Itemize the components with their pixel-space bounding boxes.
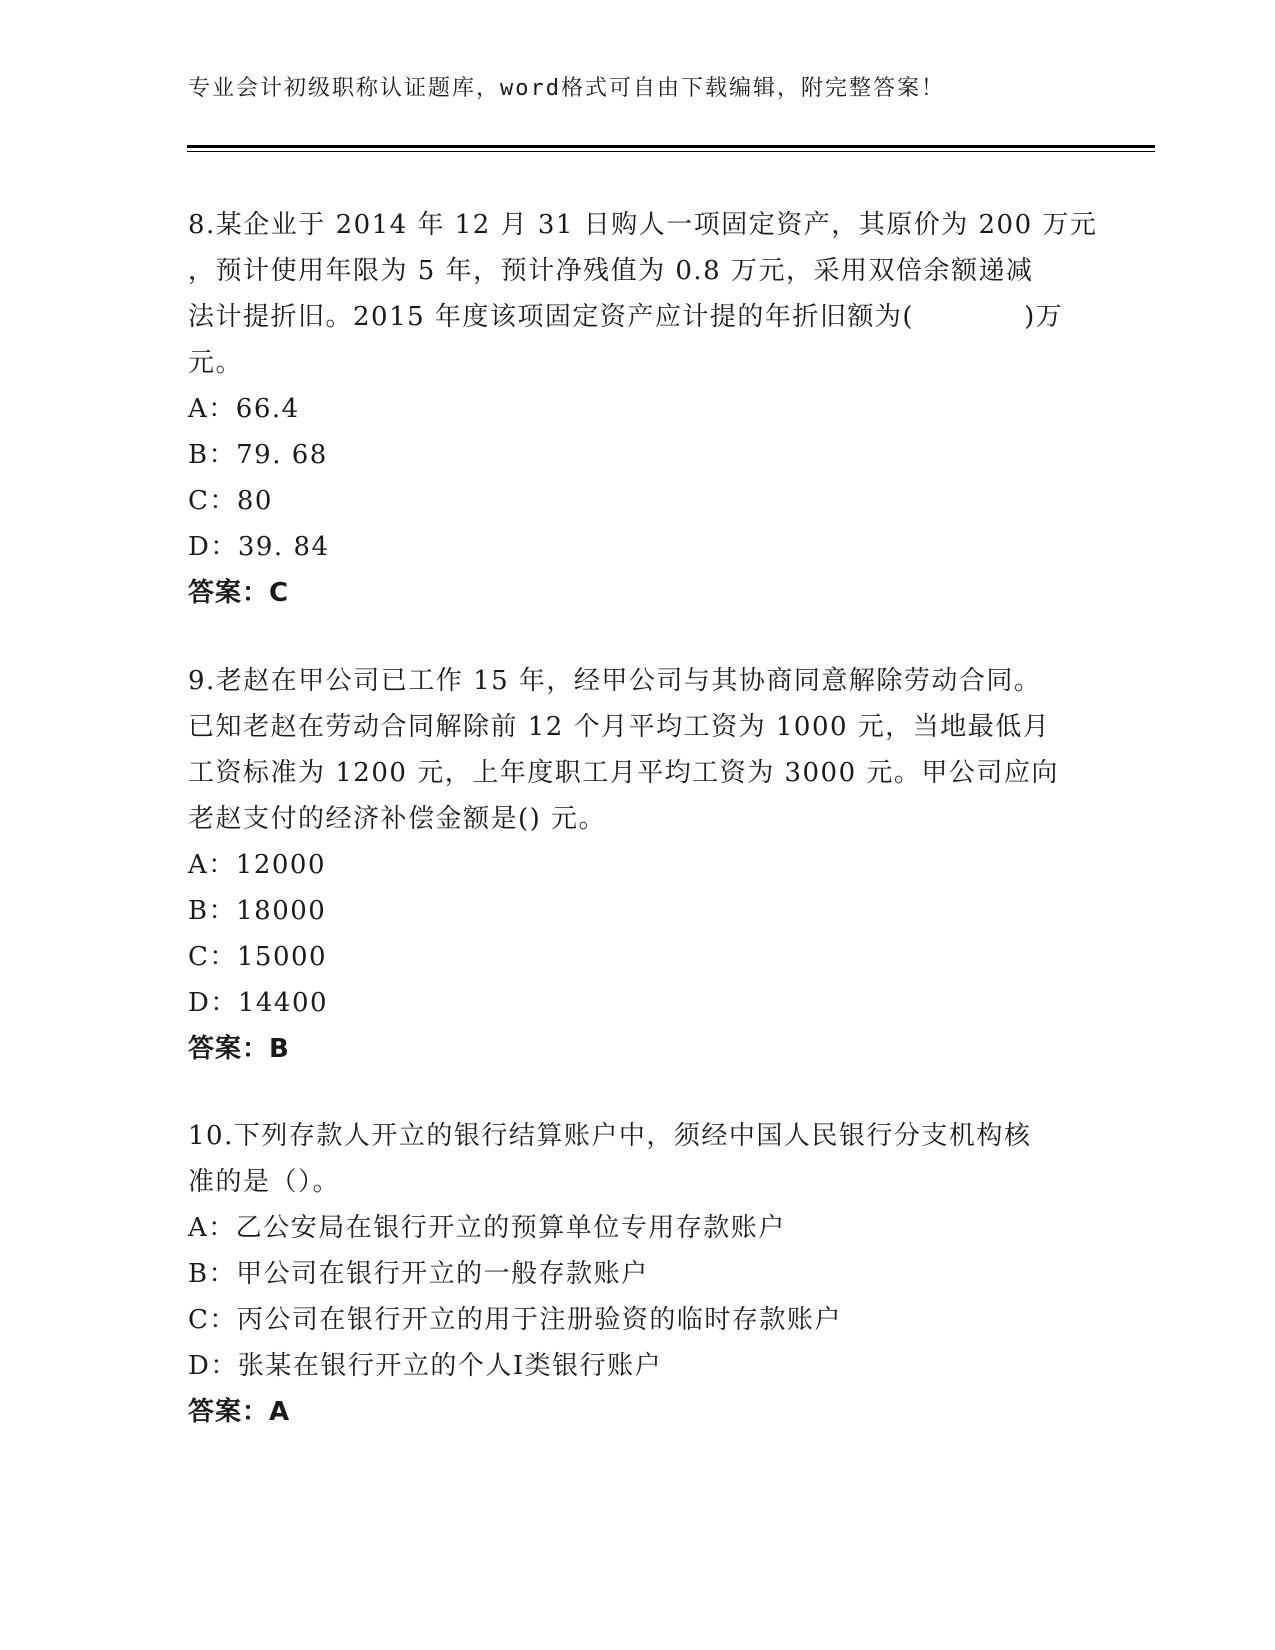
question-stem	[188, 202, 1098, 386]
stem-line: 9.老赵在甲公司已工作 15 年，经甲公司与其协商同意解除劳动合同。	[188, 666, 1042, 696]
option-a: A：乙公安局在银行开立的预算单位专用存款账户	[188, 1213, 786, 1243]
question-stem	[188, 658, 1078, 842]
stem-line: ，预计使用年限为 5 年，预计净残值为 0.8 万元，采用双倍余额递减	[188, 256, 1034, 286]
stem-line: 元。	[188, 348, 244, 378]
option-d: D：39. 84	[188, 532, 330, 562]
option-a: A：12000	[188, 850, 326, 880]
option-a: A：66.4	[188, 394, 300, 424]
question-9	[188, 658, 1078, 1072]
option-b: B：18000	[188, 896, 327, 926]
option-b: B：甲公司在银行开立的一般存款账户	[188, 1259, 649, 1289]
option-b: B：79. 68	[188, 440, 328, 470]
answer: 答案：A	[188, 1397, 291, 1427]
option-c: C：80	[188, 486, 273, 516]
option-d: D：张某在银行开立的个人Ⅰ类银行账户	[188, 1351, 663, 1381]
answer: 答案：C	[188, 578, 290, 608]
answer: 答案：B	[188, 1034, 290, 1064]
question-10	[188, 1113, 1078, 1435]
option-c: C：15000	[188, 942, 328, 972]
header-divider-thin	[187, 151, 1155, 152]
stem-line: 法计提折旧。2015 年度该项固定资产应计提的年折旧额为( )万	[188, 302, 1064, 332]
stem-line: 10.下列存款人开立的银行结算账户中，须经中国人民银行分支机构核	[188, 1121, 1032, 1151]
option-c: C：丙公司在银行开立的用于注册验资的临时存款账户	[188, 1305, 842, 1335]
header-divider	[187, 145, 1155, 148]
option-d: D：14400	[188, 988, 329, 1018]
stem-line: 工资标准为 1200 元，上年度职工月平均工资为 3000 元。甲公司应向	[188, 758, 1059, 788]
question-8	[188, 202, 1098, 616]
stem-line: 已知老赵在劳动合同解除前 12 个月平均工资为 1000 元，当地最低月	[188, 712, 1051, 742]
stem-line: 8.某企业于 2014 年 12 月 31 日购人一项固定资产，其原价为 200 万元	[188, 210, 1098, 240]
stem-line: 准的是（）。	[188, 1167, 341, 1197]
page-header: 专业会计初级职称认证题库，word格式可自由下载编辑，附完整答案！	[188, 76, 945, 101]
stem-line: 老赵支付的经济补偿金额是() 元。	[188, 804, 607, 834]
question-stem	[188, 1113, 1078, 1205]
